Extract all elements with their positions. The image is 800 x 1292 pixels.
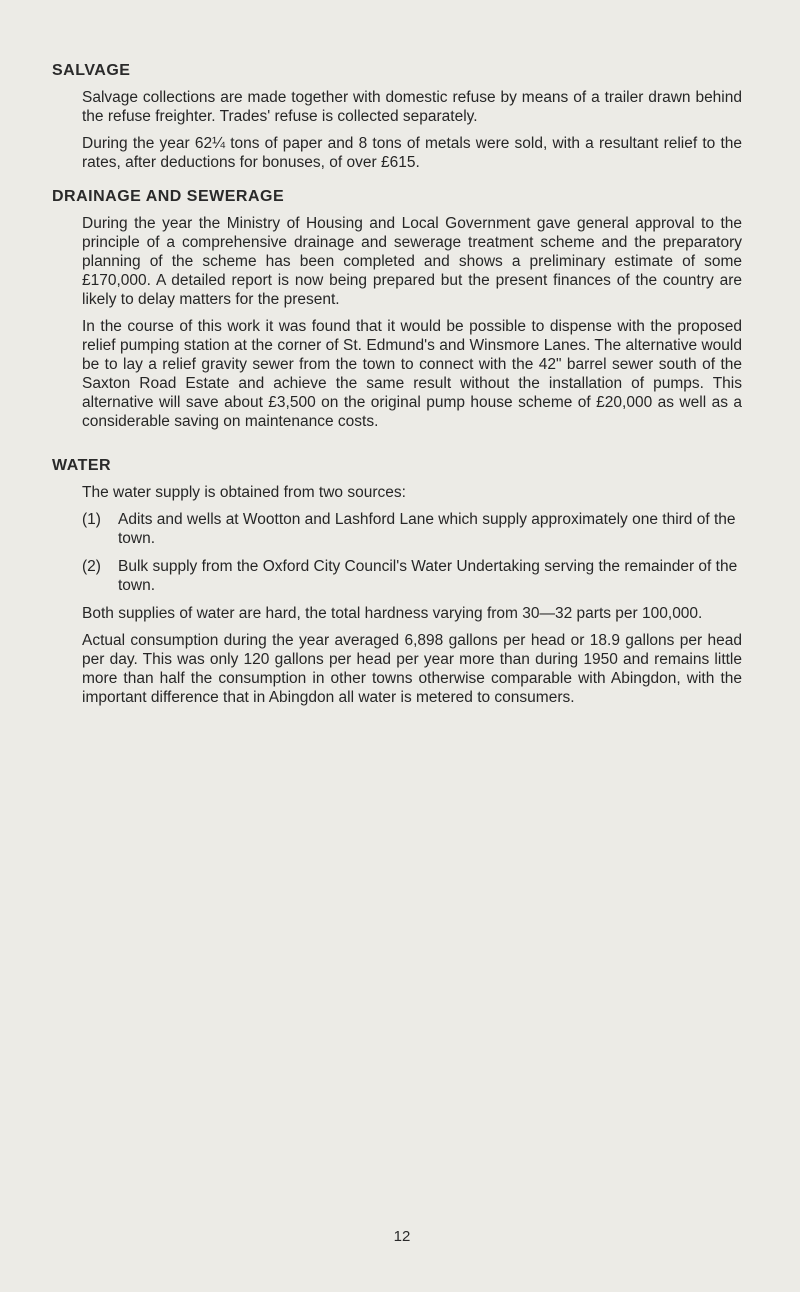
salvage-heading: SALVAGE — [52, 62, 131, 79]
drainage-section — [52, 188, 742, 431]
list-text: Adits and wells at Wootton and Lashford Lane which supply approximately one third of the town. — [118, 511, 736, 547]
water-heading: WATER — [52, 457, 112, 474]
page-number: 12 — [393, 1228, 411, 1245]
water-intro: The water supply is obtained from two sources: — [82, 484, 406, 501]
drainage-heading: DRAINAGE AND SEWERAGE — [52, 188, 285, 205]
water-section — [52, 457, 742, 707]
page-content — [52, 62, 742, 723]
water-source-item — [82, 510, 742, 548]
list-number: (2) — [82, 558, 101, 575]
salvage-section — [52, 62, 742, 172]
list-text: Bulk supply from the Oxford City Council's Water Undertaking serving the remainder of the town. — [118, 558, 738, 594]
salvage-paragraph: Salvage collections are made together with domestic refuse by means of a trailer drawn behind the refuse freighter. Trades' refuse is collected separately. — [82, 89, 742, 125]
water-paragraph: Both supplies of water are hard, the total hardness varying from 30—32 parts per 100,000. — [82, 605, 703, 622]
water-source-item — [82, 557, 742, 595]
salvage-paragraph: During the year 62¼ tons of paper and 8 tons of metals were sold, with a resultant relief to the rates, after deductions for bonuses, of over £615. — [82, 135, 742, 171]
list-number: (1) — [82, 511, 101, 528]
drainage-paragraph: During the year the Ministry of Housing and Local Government gave general approval to the principle of a comprehensive drainage and sewerage treatment scheme and the preparatory planning of the scheme has been completed and shows a preliminary estimate of some £170,000. A detailed report is now being prepared but the present finances of the country are likely to delay matters for the present. — [82, 215, 742, 308]
water-paragraph: Actual consumption during the year averaged 6,898 gallons per head or 18.9 gallons per head per day. This was only 120 gallons per head per year more than during 1950 and remains little more than half the consumption in other towns otherwise comparable with Abingdon, with the important difference that in Abingdon all water is metered to consumers. — [82, 632, 742, 706]
drainage-paragraph: In the course of this work it was found that it would be possible to dispense with the proposed relief pumping station at the corner of St. Edmund's and Winsmore Lanes. The alternative would be to lay a relief gravity sewer from the town to connect with the 42" barrel sewer south of the Saxton Road Estate and achieve the same result without the installation of pumps. This alternative will save about £3,500 on the original pump house scheme of £20,000 as well as a considerable saving on maintenance costs. — [82, 318, 742, 430]
